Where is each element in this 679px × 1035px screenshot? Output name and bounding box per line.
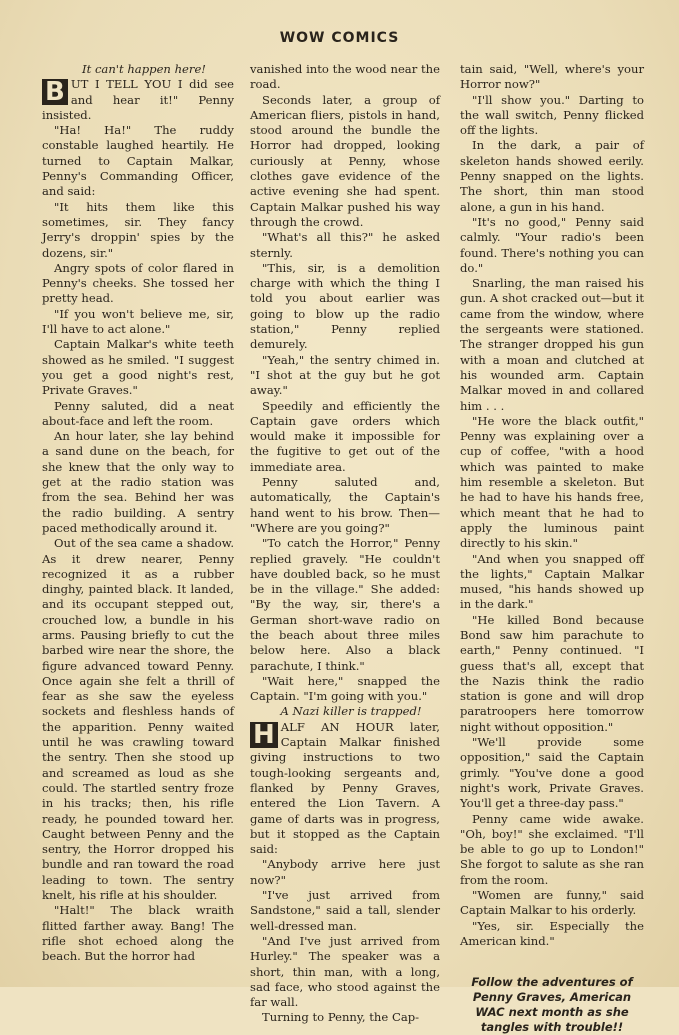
paragraph: "Wait here," snapped the Captain. "I'm going with you." xyxy=(250,673,440,704)
drop-cap: H xyxy=(250,722,278,748)
paragraph: Penny came wide awake. "Oh, boy!" she exclaimed. "I'll be able to go up to London!" She forgot to salute as she ran from the room. xyxy=(460,811,644,887)
paragraph: "Yes, sir. Especially the American kind." xyxy=(460,918,644,948)
paragraph: Out of the sea came a shadow. As it drew nearer, Penny recognized it as a rubber dinghy, painted black. It landed, and its occupant stepped out, crouched low, a bundle in his arms. Pausing briefly to cut the barbed wire near the shore, the figure advanced toward Penny. Once again she felt a thrill of fear as she saw the eyeless sockets and fleshless hands of the apparition. Penny waited until he was crawling toward the sentry. Then she stood up and screamed as loud as she could. The startled sentry froze in his tracks; then, his rifle ready, he pounded toward her. Caught between Penny and the sentry, the Horror dropped his bundle and ran toward the road leading to town. The sentry knelt, his rifle at his shoulder. xyxy=(42,536,234,903)
paragraph: vanished into the wood near the road. xyxy=(250,62,440,92)
paragraph: "Ha! Ha!" The ruddy constable laughed heartily. He turned to Captain Malkar, Penny's Commanding Officer, and said: xyxy=(42,123,234,199)
paragraph: "I'll show you." Darting to the wall switch, Penny flicked off the lights. xyxy=(460,92,644,138)
next-issue-promo: Follow the adventures of Penny Graves, American WAC next month as she tangles with trouble!! xyxy=(471,975,633,1035)
section-opening-paragraph: H ALF AN HOUR later, Captain Malkar finished giving instructions to two tough-looking sergeants and, flanked by Penny Graves, entered the Lion Tavern. A game of darts was in progress, but it stopped as the Captain said: xyxy=(250,719,440,857)
text-column-3 xyxy=(460,62,644,1035)
paragraph: Captain Malkar's white teeth showed as he smiled. "I suggest you get a good night's rest, Private Graves." xyxy=(42,337,234,398)
paragraph: "What's all this?" he asked sternly. xyxy=(250,230,440,260)
section-subhead: A Nazi killer is trapped! xyxy=(280,704,422,719)
text-column-1 xyxy=(42,62,234,965)
paragraph: Snarling, the man raised his gun. A shot cracked out—but it came from the window, where the sergeants were stationed. The stranger dropped his gun with a moan and clutched at his wounded arm. Captain Malkar moved in and collared him . . . xyxy=(460,276,644,413)
page-header: WOW COMICS xyxy=(279,30,400,46)
paragraph: "And I've just arrived from Hurley." The speaker was a short, thin man, with a long, sad face, who stood against the far wall. xyxy=(250,933,440,1010)
paragraph: "If you won't believe me, sir, I'll have to act alone." xyxy=(42,306,234,337)
paragraph: "Anybody arrive here just now?" xyxy=(250,857,440,887)
paragraph: "Women are funny," said Captain Malkar to his orderly. xyxy=(460,888,644,918)
paragraph: Turning to Penny, the Cap- xyxy=(262,1010,420,1025)
paragraph: In the dark, a pair of skeleton hands showed eerily. Penny snapped on the lights. The short, thin man stood alone, a gun in his hand. xyxy=(460,138,644,214)
opening-paragraph: B UT I TELL YOU I did see and hear it!" Penny insisted. xyxy=(42,77,234,122)
paragraph: "To catch the Horror," Penny replied gravely. "He couldn't have doubled back, so he must be in the village." She added: "By the way, sir, there's a German short-wave radio on the beach about three miles below here. Also a black parachute, I think." xyxy=(250,536,440,673)
paragraph: "We'll provide some opposition," said the Captain grimly. "You've done a good night's work, Private Graves. You'll get a three-day pass." xyxy=(460,735,644,811)
paragraph: "Halt!" The black wraith flitted farther away. Bang! The rifle shot echoed along the beach. But the horror had xyxy=(42,903,234,964)
paragraph: "It hits them like this sometimes, sir. They fancy Jerry's droppin' spies by the dozens, sir." xyxy=(42,199,234,260)
paragraph: "This, sir, is a demolition charge with which the thing I told you about earlier was going to blow up the radio station," Penny replied demurely. xyxy=(250,260,440,352)
text-column-2 xyxy=(250,62,440,1026)
paragraph: "Yeah," the sentry chimed in. "I shot at the guy but he got away." xyxy=(250,352,440,398)
paragraph: "He killed Bond because Bond saw him parachute to earth," Penny continued. "I guess that's all, except that the Nazis think the radio station is gone and will drop paratroopers here tomorrow night without opposition." xyxy=(460,612,644,734)
paragraph: Angry spots of color flared in Penny's cheeks. She tossed her pretty head. xyxy=(42,260,234,306)
paragraph: Speedily and efficiently the Captain gave orders which would make it impossible for the fugitive to get out of the immediate area. xyxy=(250,398,440,474)
paragraph: "He wore the black outfit," Penny was explaining over a cup of coffee, "with a hood which was painted to make him resemble a skeleton. But he had to have his hands free, which meant that he had to apply the luminous paint directly to his skin." xyxy=(460,413,644,551)
section-subhead: It can't happen here! xyxy=(82,62,206,76)
drop-cap: B xyxy=(42,79,68,105)
paragraph: tain said, "Well, where's your Horror now?" xyxy=(460,62,644,92)
paragraph: Penny saluted and, automatically, the Captain's hand went to his brow. Then— "Where are you going?" xyxy=(250,475,440,535)
paragraph: Penny saluted, did a neat about-face and left the room. xyxy=(42,398,234,428)
paragraph: "And when you snapped off the lights," Captain Malkar mused, "his hands showed up in the dark." xyxy=(460,551,644,612)
paragraph: Seconds later, a group of American fliers, pistols in hand, stood around the bundle the Horror had dropped, looking curiously at Penny, whose clothes gave evidence of the active evening she had spent. Captain Malkar pushed his way through the crowd. xyxy=(250,92,440,229)
paragraph: "I've just arrived from Sandstone," said a tall, slender well-dressed man. xyxy=(250,888,440,933)
paragraph: "It's no good," Penny said calmly. "Your radio's been found. There's nothing you can do." xyxy=(460,214,644,275)
paragraph: An hour later, she lay behind a sand dune on the beach, for she knew that the only way to get at the radio station was from the sea. Behind her was the radio building. A sentry paced methodically around it. xyxy=(42,429,234,535)
